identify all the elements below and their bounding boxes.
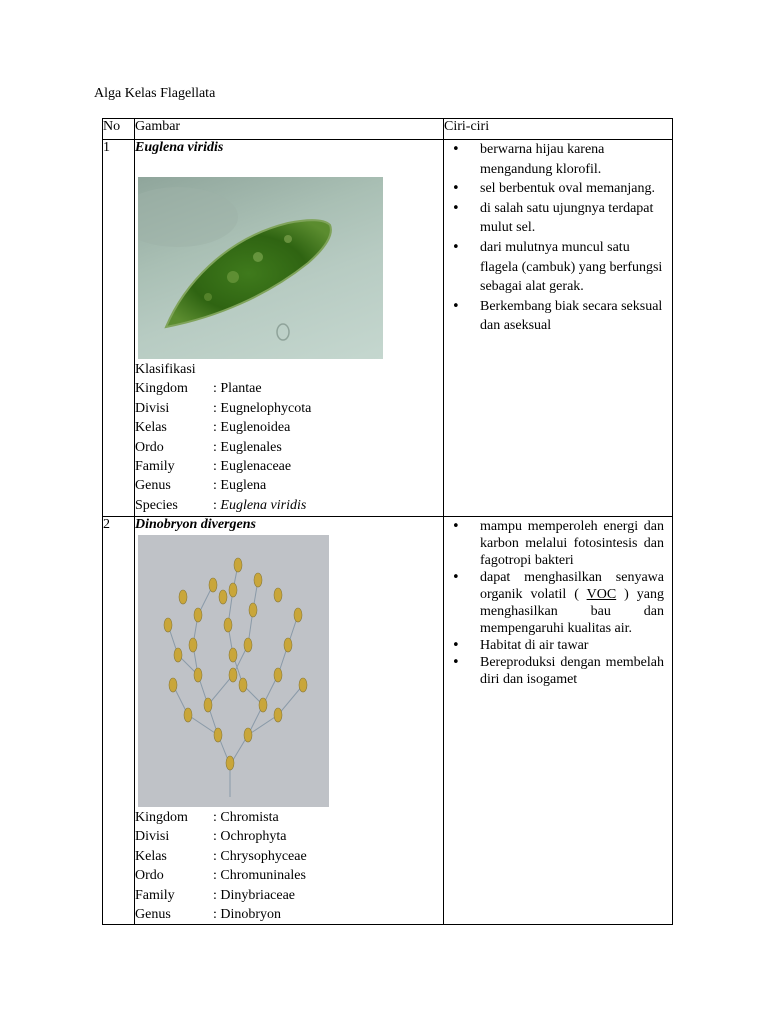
taxonomy-key: Species xyxy=(135,497,178,513)
taxonomy-value: : Dinybriaceae xyxy=(213,887,296,903)
taxonomy-row xyxy=(135,496,311,515)
taxonomy-value-italic: Euglena viridis xyxy=(220,497,307,513)
taxonomy-row xyxy=(135,827,307,846)
list-item: • di salah satu ujungnya terdapat mulut sel. xyxy=(480,199,664,238)
taxonomy-row xyxy=(135,399,311,418)
taxonomy-row xyxy=(135,379,311,398)
taxonomy-value-prefix: : xyxy=(213,497,221,513)
taxonomy-row xyxy=(135,847,307,866)
taxonomy-value: : Chromista xyxy=(213,810,279,825)
row-number: 1 xyxy=(103,140,135,517)
taxonomy-key: Divisi xyxy=(135,400,170,416)
list-item-text: ) yang menghasilkan bau dan mempengaruhi kualitas air. xyxy=(480,587,664,636)
taxonomy-key: Genus xyxy=(135,478,171,494)
table-row xyxy=(103,517,673,925)
taxonomy-value: : Plantae xyxy=(213,381,262,397)
taxonomy-key: Family xyxy=(135,887,175,903)
klasifikasi-label: Klasifikasi xyxy=(135,362,196,377)
list-item: • Habitat di air tawar xyxy=(480,637,664,654)
taxonomy-key: Ordo xyxy=(135,439,164,455)
taxonomy-key: Kelas xyxy=(135,420,167,436)
taxonomy-row xyxy=(135,476,311,495)
taxonomy-value: : Euglenales xyxy=(213,439,282,455)
taxonomy-row xyxy=(135,808,307,827)
list-item: • mampu memperoleh energi dan karbon melalui fotosintesis dan fagotropi bakteri xyxy=(480,518,664,569)
flagellata-table xyxy=(102,118,673,925)
dinobryon-micrograph-icon xyxy=(138,535,329,807)
taxonomy-value xyxy=(213,496,311,515)
species-title: Euglena viridis xyxy=(135,140,224,155)
table-row xyxy=(103,140,673,517)
taxonomy-value: : Chrysophyceae xyxy=(213,848,307,864)
list-item: • Bereproduksi dengan membelah diri dan isogamet xyxy=(480,654,664,688)
gambar-cell xyxy=(135,140,444,517)
ciri-list xyxy=(444,140,672,336)
list-item: • berwarna hijau karena mengandung klorofil. xyxy=(480,140,664,179)
taxonomy-row xyxy=(135,905,307,924)
list-item: • Berkembang biak secara seksual dan aseksual xyxy=(480,297,664,336)
taxonomy-table xyxy=(135,808,307,924)
document-title: Alga Kelas Flagellata xyxy=(94,86,216,101)
taxonomy-key: Divisi xyxy=(135,829,170,845)
list-item: • dari mulutnya muncul satu flagela (cambuk) yang berfungsi sebagai alat gerak. xyxy=(480,238,664,297)
header-gambar: Gambar xyxy=(135,119,444,140)
taxonomy-value: : Euglenaceae xyxy=(213,459,292,475)
taxonomy-row xyxy=(135,457,311,476)
taxonomy-value: : Eugnelophycota xyxy=(213,400,312,416)
taxonomy-value: : Chromuninales xyxy=(213,868,306,884)
row-number: 2 xyxy=(103,517,135,925)
header-ciri: Ciri-ciri xyxy=(444,119,673,140)
taxonomy-key: Ordo xyxy=(135,868,164,884)
taxonomy-key: Kingdom xyxy=(135,381,188,397)
list-item-text: dapat menghasilkan senyawa organik volatil ( xyxy=(480,570,664,602)
taxonomy-value: : Ochrophyta xyxy=(213,829,287,845)
gambar-cell xyxy=(135,517,444,925)
taxonomy-row xyxy=(135,866,307,885)
list-item: • sel berbentuk oval memanjang. xyxy=(480,179,664,199)
voc-abbreviation: VOC xyxy=(586,587,617,602)
taxonomy-key: Kelas xyxy=(135,848,167,864)
table-header-row xyxy=(103,119,673,140)
taxonomy-row xyxy=(135,438,311,457)
taxonomy-key: Genus xyxy=(135,907,171,923)
list-item xyxy=(480,569,664,637)
header-no: No xyxy=(103,119,135,140)
species-title: Dinobryon divergens xyxy=(135,517,256,532)
taxonomy-key: Kingdom xyxy=(135,810,188,825)
taxonomy-table xyxy=(135,379,311,515)
taxonomy-row xyxy=(135,886,307,905)
ciri-cell xyxy=(444,140,673,517)
taxonomy-value: : Euglenoidea xyxy=(213,420,291,436)
taxonomy-key: Family xyxy=(135,459,175,475)
ciri-list xyxy=(444,517,672,688)
euglena-micrograph-icon xyxy=(138,177,383,359)
taxonomy-value: : Dinobryon xyxy=(213,907,282,923)
ciri-cell xyxy=(444,517,673,925)
taxonomy-value: : Euglena xyxy=(213,478,267,494)
taxonomy-row xyxy=(135,418,311,437)
